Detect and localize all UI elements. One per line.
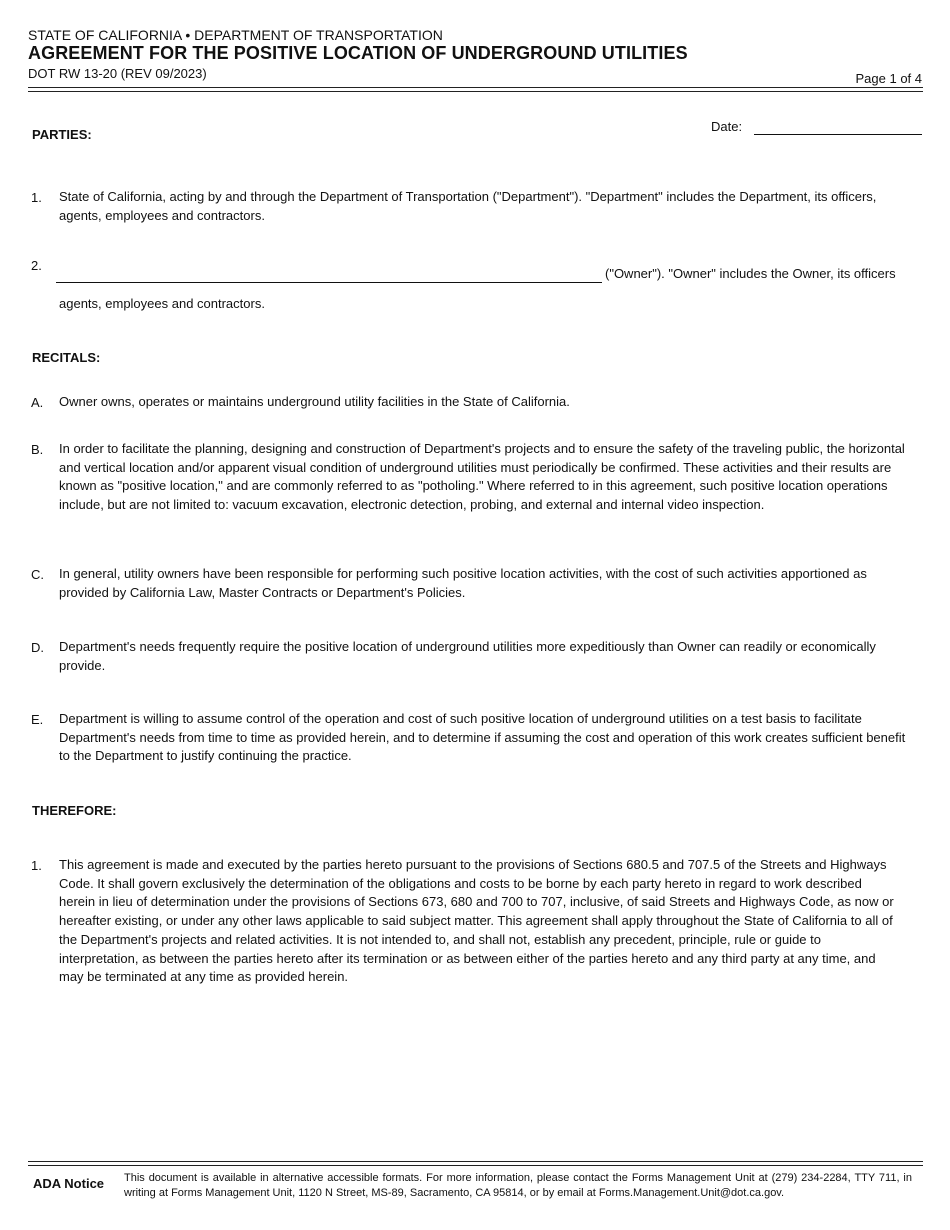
agency-line: STATE OF CALIFORNIA • DEPARTMENT OF TRANSPORTATION bbox=[28, 27, 443, 43]
recital-c-text: In general, utility owners have been responsible for performing such positive location activities, with the cost of such activities apportioned as provided by California Law, Master Contracts or Department's Policies. bbox=[59, 566, 867, 600]
header-rule-bottom bbox=[28, 91, 923, 92]
party-2-text: ("Owner"). "Owner" includes the Owner, its officers bbox=[605, 266, 896, 281]
therefore-1-text: This agreement is made and executed by the parties hereto pursuant to the provisions of Sections 680.5 and 707.5 of the Streets and Highways Code. It shall govern exclusively the determination of the obligations and costs to be borne by each party hereto in regard to work described herein in lieu of determination under the provisions of Sections 673, 680 and 700 to 707, inclusive, of said Streets and Highways Code, as now or hereafter existing, or under any other laws applicable to said subject matter. This agreement shall apply throughout the State of California to all of the Department's projects and related activities. It is not intended to, and shall not, establish any precedent, principle, rule or guide to interpretation, as between the parties hereto after its termination or as between either of the parties hereto and any third party at any time, and may be terminated at any time as provided herein. bbox=[59, 857, 894, 985]
party-1-text: State of California, acting by and through the Department of Transportation ("Department"). "Department" includes the Department, its officers, agents, employees and contractors. bbox=[59, 189, 877, 223]
parties-heading: PARTIES: bbox=[32, 127, 92, 142]
party-2-number: 2. bbox=[31, 258, 42, 273]
ada-notice-text: This document is available in alternative accessible formats. For more information, please contact the Forms Management Unit at (279) 234-2284, TTY 711, in writing at Forms Management Unit, 1120 N Street, MS-89, Sacramento, CA 95814, or by email at Forms.Management.Unit@dot.ca.gov. bbox=[124, 1172, 912, 1199]
owner-name-field[interactable] bbox=[56, 282, 602, 283]
recitals-heading: RECITALS: bbox=[32, 350, 101, 365]
recital-d-letter: D. bbox=[31, 640, 44, 655]
form-number: DOT RW 13-20 (REV 09/2023) bbox=[28, 66, 207, 81]
ada-notice-label: ADA Notice bbox=[33, 1176, 105, 1191]
party-1-number: 1. bbox=[31, 190, 42, 205]
page-number: Page 1 of 4 bbox=[855, 71, 922, 86]
recital-e-letter: E. bbox=[31, 712, 44, 727]
recital-d-text: Department's needs frequently require the positive location of underground utilities more expeditiously than Owner can readily or economically provide. bbox=[59, 639, 876, 673]
recital-a-letter: A. bbox=[31, 395, 44, 410]
therefore-1-number: 1. bbox=[31, 858, 42, 873]
form-title: AGREEMENT FOR THE POSITIVE LOCATION OF UNDERGROUND UTILITIES bbox=[28, 43, 688, 63]
header-rule-top bbox=[28, 87, 923, 88]
therefore-heading: THEREFORE: bbox=[32, 803, 117, 818]
date-label: Date: bbox=[711, 119, 743, 134]
footer-rule-bottom bbox=[28, 1165, 923, 1166]
date-field[interactable] bbox=[754, 134, 922, 135]
recital-a-text: Owner owns, operates or maintains underground utility facilities in the State of California. bbox=[59, 394, 570, 409]
party-2-text-continued: agents, employees and contractors. bbox=[59, 296, 265, 311]
footer-rule-top bbox=[28, 1161, 923, 1162]
recital-c-letter: C. bbox=[31, 567, 44, 582]
recital-b-text: In order to facilitate the planning, designing and construction of Department's projects and to ensure the safety of the traveling public, the horizontal and vertical location and/or apparent visual condition of underground utilities must periodically be confirmed. These activities and their results are known as "positive location," and are commonly referred to as "potholing." Where referred to in this agreement, such positive location operations include, but are not limited to: vacuum excavation, electronic detection, probing, and external and internal video inspection. bbox=[59, 441, 905, 513]
recital-e-text: Department is willing to assume control of the operation and cost of such positive location of underground utilities on a test basis to facilitate Department's needs from time to time as provided herein, and to determine if assuming the cost and operation of this work creates sufficient benefit to the Department to justify continuing the practice. bbox=[59, 711, 906, 764]
recital-b-letter: B. bbox=[31, 442, 44, 457]
